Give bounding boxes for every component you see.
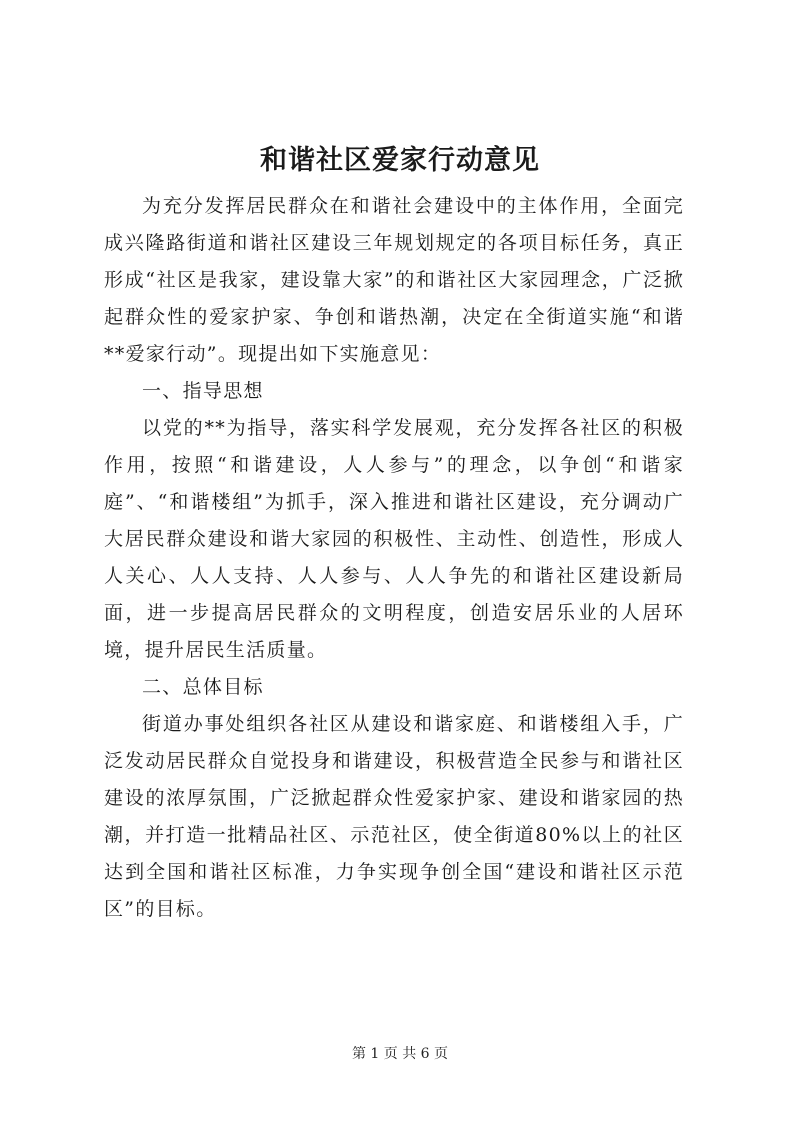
document-title: 和谐社区爱家行动意见 [260,145,540,176]
section-text-guiding-ideology: 以党的**为指导，落实科学发展观，充分发挥各社区的积极作用，按照“和谐建设，人人参与”的理念，以争创“和谐家庭”、“和谐楼组”为抓手，深入推进和谐社区建设，充分调动广大居民群众建设和谐大家园的积极性、主动性、创造性，形成人人关心、人人支持、人人参与、人人争先的和谐社区建设新局面，进一步提高居民群众的文明程度，创造安居乐业的人居环境，提升居民生活质量。 [104,417,684,661]
intro-paragraph: 为充分发挥居民群众在和谐社会建设中的主体作用，全面完成兴隆路街道和谐社区建设三年规划规定的各项目标任务，真正形成“社区是我家，建设靠大家”的和谐社区大家园理念，广泛掀起群众性的爱家护家、争创和谐热潮，决定在全街道实施“和谐**爱家行动”。现提出如下实施意见： [104,195,684,365]
section-heading-guiding-ideology: 一、指导思想 [142,380,264,402]
section-text-overall-goal: 街道办事处组织各社区从建设和谐家庭、和谐楼组入手，广泛发动居民群众自觉投身和谐建设，积极营造全民参与和谐社区建设的浓厚氛围，广泛掀起群众性爱家护家、建设和谐家园的热潮，并打造一批精品社区、示范社区，使全街道80%以上的社区达到全国和谐社区标准，力争实现争创全国“建设和谐社区示范区”的目标。 [104,713,684,920]
document-body [104,188,684,928]
page-footer: 第 1 页 共 6 页 [351,1046,449,1062]
section-heading-overall-goal: 二、总体目标 [142,676,264,698]
